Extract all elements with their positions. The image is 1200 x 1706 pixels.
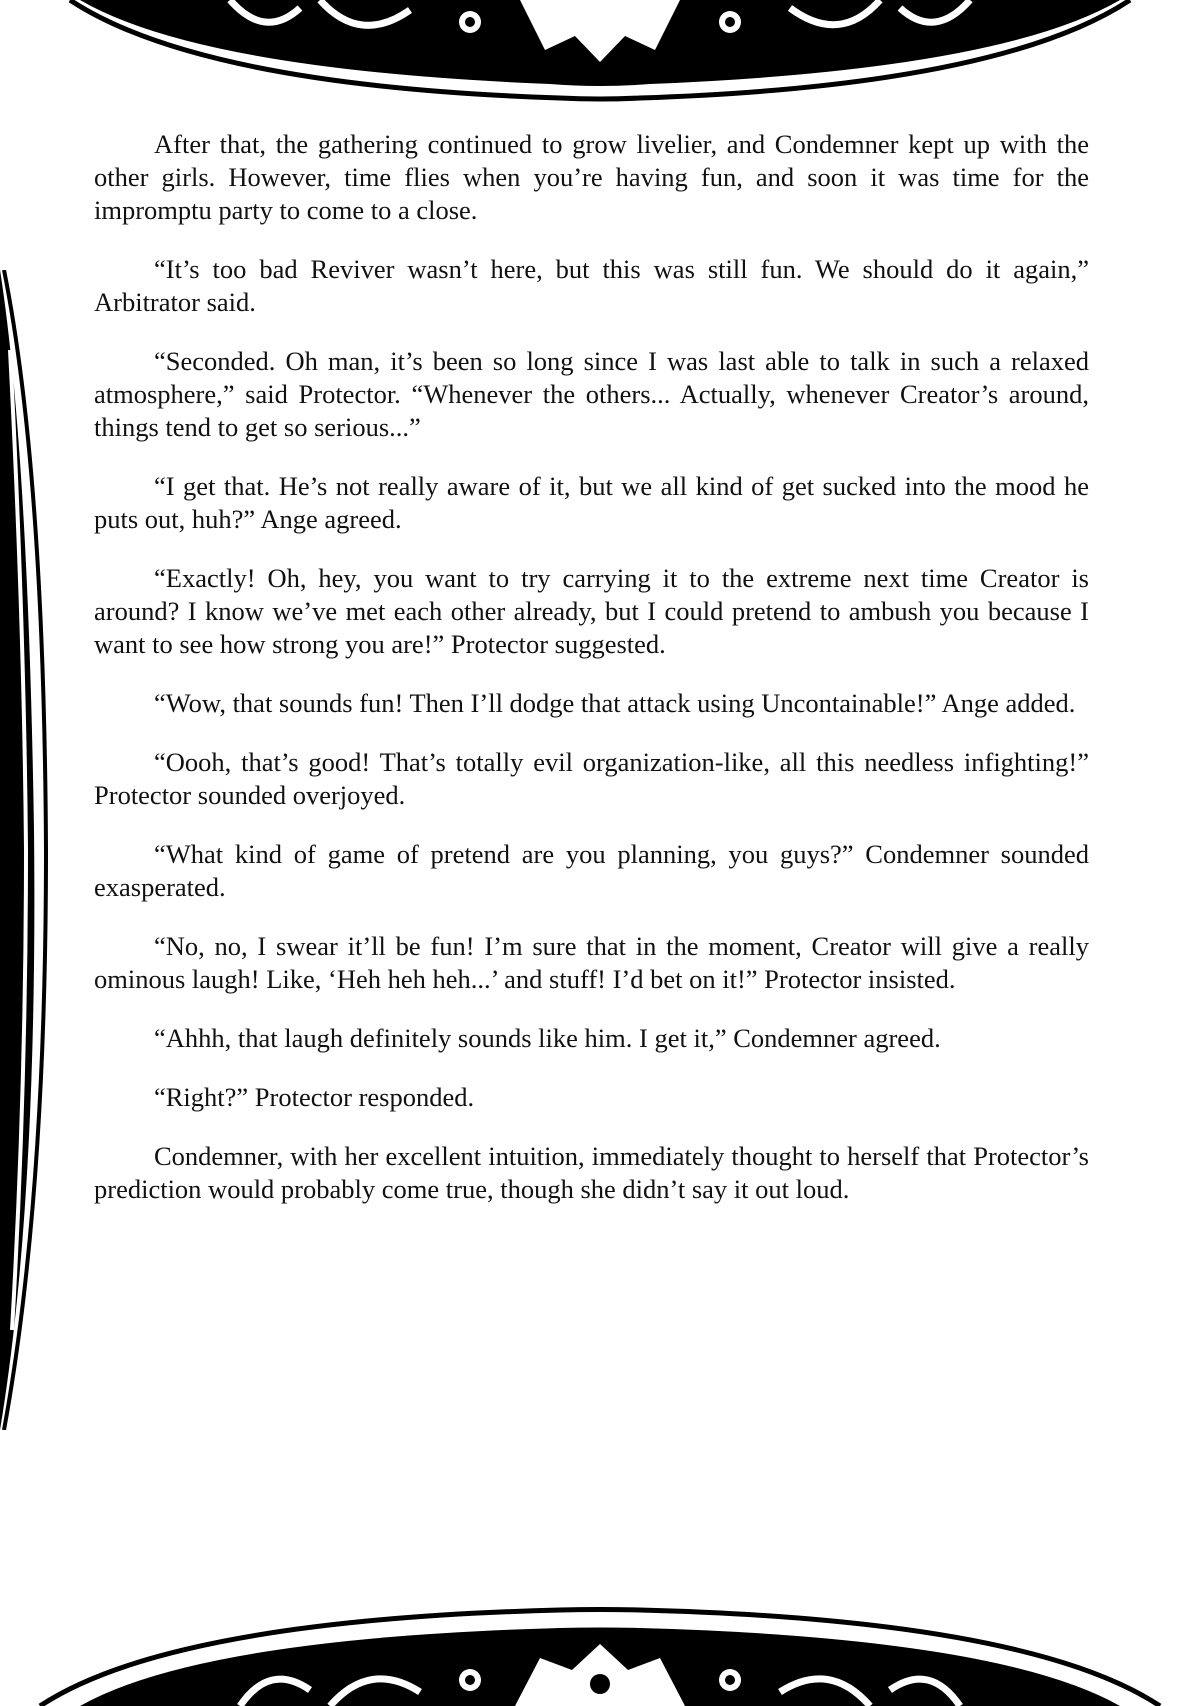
paragraph: “Exactly! Oh, hey, you want to try carrying it to the extreme next time Creator is around? I know we’ve met each other already, but I could pretend to ambush you because I want to see how strong you are!” Protector suggested. (94, 563, 1089, 659)
paragraph: “Oooh, that’s good! That’s totally evil organization-like, all this needless infighting!” Protector sounded overjoyed. (94, 747, 1089, 810)
paragraph: “I get that. He’s not really aware of it, but we all kind of get sucked into the mood he puts out, huh?” Ange agreed. (94, 471, 1089, 534)
paragraph: “It’s too bad Reviver wasn’t here, but this was still fun. We should do it again,” Arbitrator said. (94, 254, 1089, 317)
paragraph: “No, no, I swear it’ll be fun! I’m sure that in the moment, Creator will give a really ominous laugh! Like, ‘Heh heh heh...’ and stuff! I’d bet on it!” Protector insisted. (94, 931, 1089, 994)
paragraph: Condemner, with her excellent intuition, immediately thought to herself that Protector’s prediction would probably come true, though she didn’t say it out loud. (94, 1141, 1089, 1204)
paragraph: “Ahhh, that laugh definitely sounds like him. I get it,” Condemner agreed. (154, 1023, 941, 1053)
ornamental-frame-left-icon (0, 270, 60, 1430)
paragraph: “Seconded. Oh man, it’s been so long since I was last able to talk in such a relaxed atmosphere,” said Protector. “Whenever the others... Actually, whenever Creator’s around, things tend to get so serious...” (94, 346, 1089, 442)
paragraph: “Wow, that sounds fun! Then I’ll dodge that attack using Uncontainable!” Ange added. (154, 688, 1076, 718)
ornamental-frame-top-icon (0, 0, 1200, 120)
paragraph: “What kind of game of pretend are you planning, you guys?” Condemner sounded exasperated. (94, 839, 1089, 902)
paragraph: After that, the gathering continued to grow livelier, and Condemner kept up with the other girls. However, time flies when you’re having fun, and soon it was time for the impromptu party to come to a close. (94, 129, 1089, 225)
paragraph: “Right?” Protector responded. (154, 1082, 475, 1112)
story-text (94, 128, 1089, 1232)
ornamental-frame-bottom-icon (0, 1580, 1200, 1706)
